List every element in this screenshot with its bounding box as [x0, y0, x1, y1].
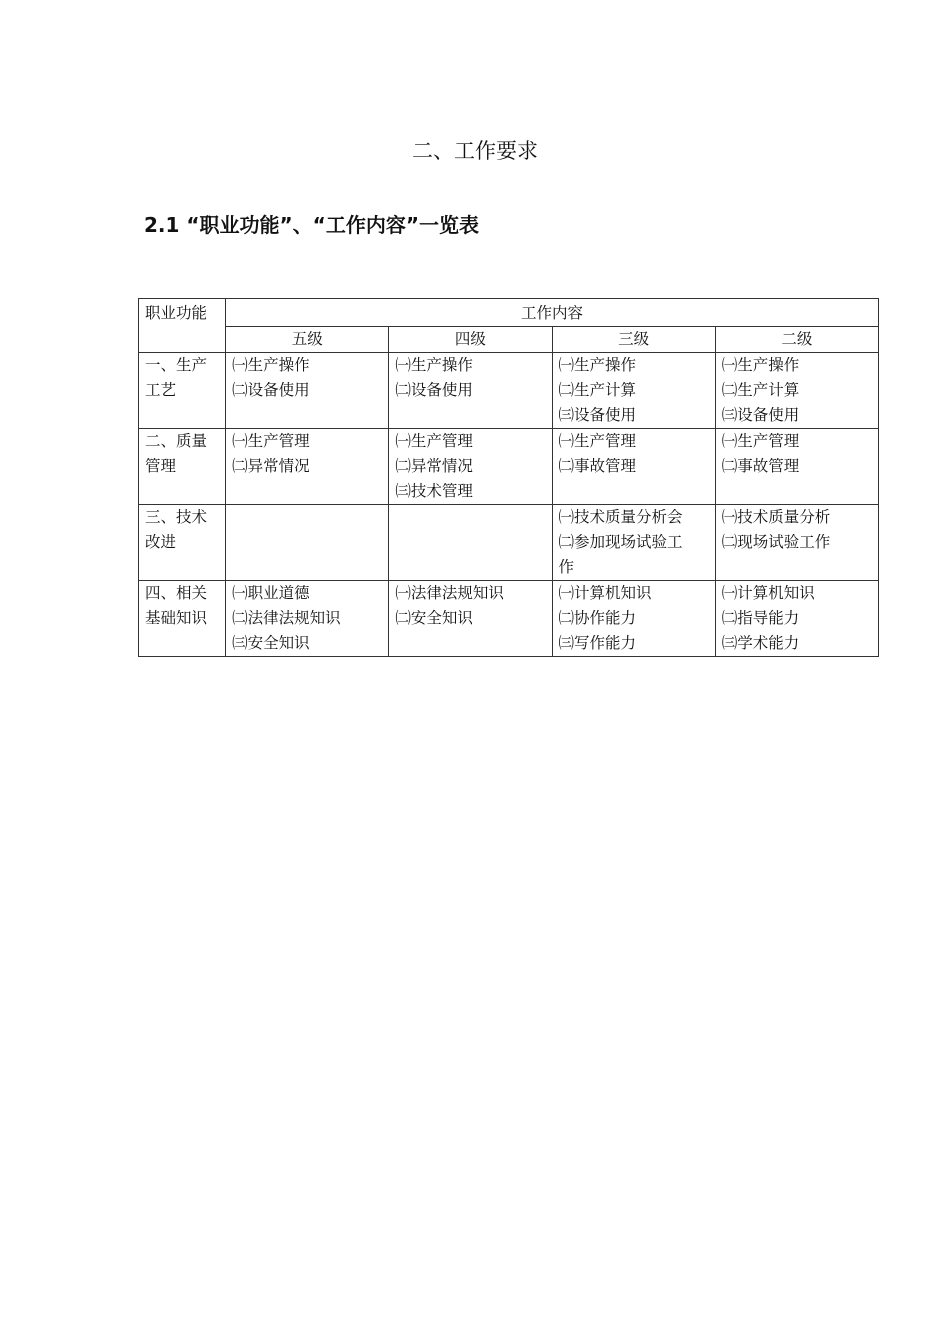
section-heading: 2.1 “职业功能”、“工作内容”一览表 — [144, 213, 479, 237]
work-content-item: ㈢技术管理 — [395, 482, 473, 500]
work-content-item: ㈠计算机知识 — [558, 584, 652, 602]
work-content-item: ㈡指导能力 — [721, 609, 800, 627]
work-content-cell — [389, 353, 552, 429]
level-header-cell: 五级 — [226, 327, 389, 353]
duty-content-table — [138, 298, 879, 657]
table-row — [139, 505, 879, 581]
work-content-item: ㈡设备使用 — [232, 381, 310, 399]
function-label-line: 一、生产 — [145, 356, 208, 374]
work-content-item: ㈠职业道德 — [232, 584, 310, 602]
work-content-list — [722, 353, 872, 428]
work-content-list — [232, 353, 382, 403]
work-content-item: ㈡协作能力 — [558, 609, 637, 627]
work-content-cell — [226, 581, 389, 657]
work-content-item: ㈡生产计算 — [721, 381, 800, 399]
table-row — [139, 581, 879, 657]
work-content-list — [559, 505, 709, 580]
function-label-line: 三、技术 — [145, 508, 208, 526]
work-content-cell — [552, 429, 715, 505]
work-content-cell — [389, 581, 552, 657]
work-content-cell — [715, 581, 878, 657]
work-content-list — [722, 505, 872, 555]
work-content-item: ㈠生产管理 — [232, 432, 310, 450]
work-content-item: ㈡异常情况 — [232, 457, 310, 475]
work-content-list — [232, 581, 382, 656]
function-label-line: 改进 — [145, 533, 177, 551]
work-content-item: ㈡设备使用 — [395, 381, 473, 399]
function-label-line: 四、相关 — [145, 584, 208, 602]
work-content-cell — [226, 353, 389, 429]
table-row — [139, 353, 879, 429]
work-content-list — [559, 581, 709, 656]
work-content-item: ㈢设备使用 — [721, 406, 800, 424]
work-content-item: ㈡生产计算 — [558, 381, 637, 399]
function-cell — [139, 581, 226, 657]
work-content-list — [395, 353, 545, 403]
work-content-cell — [552, 505, 715, 581]
content-header-cell: 工作内容 — [226, 299, 879, 327]
level-header-row — [139, 327, 879, 353]
work-content-list — [232, 429, 382, 479]
work-content-item: ㈡事故管理 — [721, 457, 800, 475]
work-content-list — [395, 429, 545, 504]
work-content-cell — [389, 505, 552, 581]
level-header-cell: 三级 — [552, 327, 715, 353]
work-content-cell — [389, 429, 552, 505]
work-content-item: ㈠生产操作 — [721, 356, 800, 374]
work-content-item: ㈠生产管理 — [558, 432, 637, 450]
function-cell — [139, 353, 226, 429]
table-header-row — [139, 299, 879, 327]
work-content-item: ㈢写作能力 — [558, 634, 637, 652]
work-content-list — [722, 429, 872, 479]
work-content-cell — [226, 505, 389, 581]
work-content-item: ㈢学术能力 — [721, 634, 800, 652]
work-content-cell — [715, 353, 878, 429]
work-content-cell — [552, 353, 715, 429]
work-content-list — [559, 429, 709, 479]
work-content-item: ㈠技术质量分析 — [721, 508, 831, 526]
function-label-line: 工艺 — [145, 381, 177, 399]
work-content-item: ㈠生产操作 — [232, 356, 310, 374]
work-content-item: ㈡安全知识 — [395, 609, 473, 627]
work-content-item: ㈠生产操作 — [395, 356, 473, 374]
work-content-item: ㈡事故管理 — [558, 457, 637, 475]
work-content-item: ㈢安全知识 — [232, 634, 310, 652]
work-content-item: ㈠法律法规知识 — [395, 584, 504, 602]
work-content-cell — [552, 581, 715, 657]
work-content-list — [395, 581, 545, 631]
page-title: 二、工作要求 — [412, 139, 538, 163]
work-content-item: ㈡现场试验工作 — [721, 533, 831, 551]
work-content-item: ㈠技术质量分析会 — [558, 508, 683, 526]
work-content-item: ㈡法律法规知识 — [232, 609, 341, 627]
work-content-cell — [715, 429, 878, 505]
work-content-cell — [226, 429, 389, 505]
work-content-item: ㈡参加现场试验工 — [558, 533, 683, 551]
work-content-item: ㈠生产管理 — [721, 432, 800, 450]
function-label-line: 管理 — [145, 457, 177, 475]
work-content-item: 作 — [558, 558, 575, 576]
table-body — [139, 353, 879, 657]
work-content-list — [559, 353, 709, 428]
function-label-line: 二、质量 — [145, 432, 208, 450]
func-header-cell: 职业功能 — [139, 299, 226, 353]
level-header-cell: 四级 — [389, 327, 552, 353]
work-content-item: ㈡异常情况 — [395, 457, 473, 475]
function-cell — [139, 505, 226, 581]
work-content-item: ㈠生产操作 — [558, 356, 637, 374]
table-row — [139, 429, 879, 505]
work-content-item: ㈠生产管理 — [395, 432, 473, 450]
level-header-cell: 二级 — [715, 327, 878, 353]
function-label-line: 基础知识 — [145, 609, 208, 627]
function-cell — [139, 429, 226, 505]
work-content-cell — [715, 505, 878, 581]
work-content-item: ㈠计算机知识 — [721, 584, 815, 602]
work-content-item: ㈢设备使用 — [558, 406, 637, 424]
work-content-list — [722, 581, 872, 656]
